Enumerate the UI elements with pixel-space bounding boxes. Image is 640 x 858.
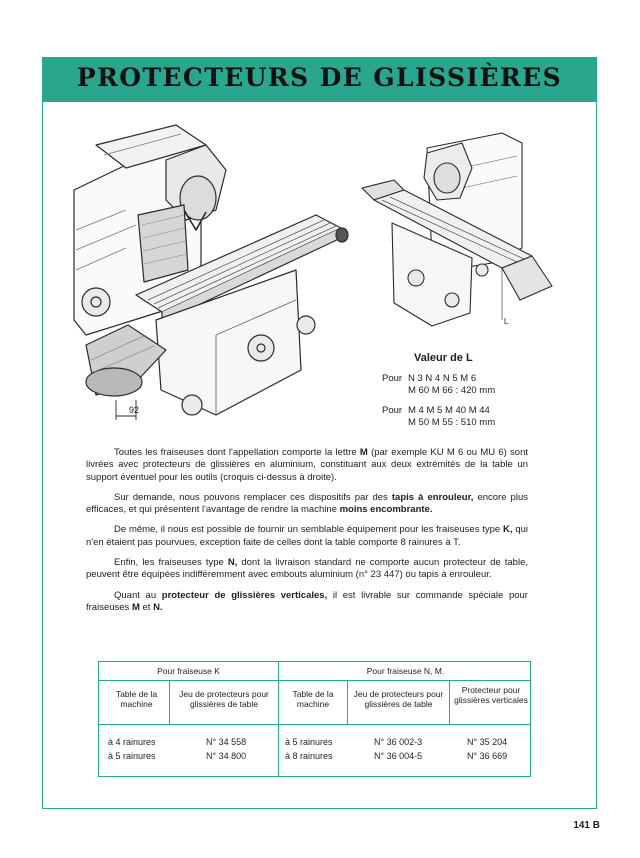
- valeur-group-2-row2: [382, 417, 602, 429]
- valeur-de-l-block: [382, 352, 602, 429]
- p4-text-1: Enfin, les fraiseuses type: [114, 557, 228, 569]
- p1-text-2: (par exemple KU M 6 ou MU 6) sont livrées avec protecteurs de glissières en aluminium, constituant aux deux extrémités de la table un support éventuel pour les outils (croquis ci-dessus à droite).: [86, 447, 528, 483]
- paragraph-3: [86, 524, 528, 549]
- row-2-k-jeu: N° 34 800: [206, 751, 247, 761]
- p5-text-1: Quant au: [114, 589, 162, 601]
- row-1-k-jeu: N° 34 558: [206, 737, 247, 747]
- body-text: [86, 447, 528, 622]
- paragraph-5: [86, 590, 528, 615]
- p5-bold-3: N.: [153, 601, 163, 613]
- valeur-group-1-label: Pour: [382, 373, 403, 384]
- valeur-indent: [382, 417, 408, 429]
- p5-text-2: il est livrable sur commande spéciale pour fraiseuses: [86, 589, 528, 613]
- p3-text-1: De même, il nous est possible de fournir un semblable équipement pour les fraiseuses type: [114, 524, 504, 536]
- parts-table: [98, 661, 531, 777]
- header-k-machine: Table de la machine: [115, 689, 158, 709]
- title-banner: [43, 58, 596, 102]
- valeur-group-1: [382, 373, 602, 385]
- valeur-group-2-label: Pour: [382, 405, 403, 416]
- p2-bold-1: tapis à enrouleur,: [391, 491, 474, 503]
- valeur-group-2-line2: M 50 M 55 : 510 mm: [408, 417, 496, 428]
- valeur-group-1-line1: N 3 N 4 N 5 M 6: [408, 373, 477, 384]
- p2-text-1: Sur demande, nous pouvons remplacer ces dispositifs par des: [114, 491, 392, 503]
- row-1-nm-vert: N° 35 204: [467, 737, 508, 747]
- valeur-group-2: [382, 405, 602, 417]
- row-1-nm-jeu: N° 36 002-3: [374, 737, 423, 747]
- row-2-nm-jeu: N° 36 004-5: [374, 751, 423, 761]
- paragraph-1: [86, 447, 528, 484]
- group-header-k: Pour fraiseuse K: [157, 666, 220, 676]
- header-nm-vert: Protecteur pour glissières verticales: [454, 685, 528, 705]
- valeur-group-1-line2: M 60 M 66 : 420 mm: [408, 385, 496, 396]
- p4-bold-1: N,: [227, 557, 238, 569]
- page-number: 141 B: [573, 820, 600, 831]
- group-header-nm: Pour fraiseuse N, M.: [366, 666, 445, 676]
- p2-text-2: encore plus efficaces, et qui présentent l'avantage de rendre la machine: [86, 491, 528, 516]
- row-1-nm-machine: à 5 rainures: [285, 737, 333, 747]
- table-divider-k: [169, 680, 170, 724]
- p5-text-3: et: [139, 601, 154, 613]
- table-divider-nm-2: [449, 680, 450, 724]
- table-divider-nm-1: [347, 680, 348, 724]
- page-title: PROTECTEURS DE GLISSIÈRES: [76, 63, 563, 92]
- table-divider-groups: [99, 680, 530, 681]
- valeur-group-2-line1: M 4 M 5 M 40 M 44: [408, 405, 490, 416]
- valeur-group-1-row2: [382, 385, 602, 397]
- p5-bold-2: M: [131, 601, 140, 613]
- row-2-nm-vert: N° 36 669: [467, 751, 508, 761]
- valeur-gap: [382, 397, 602, 405]
- p3-bold-1: K,: [503, 524, 513, 536]
- p4-text-2: dont la livraison standard ne comporte aucun protecteur de table, peuvent être équipées indifféremment avec embouts aluminium (n° 23 447) ou tapis à enrouleur.: [86, 557, 528, 581]
- p1-bold-1: M: [359, 447, 368, 458]
- p2-bold-2: moins encombrante.: [339, 504, 433, 516]
- paragraph-4: [86, 557, 528, 582]
- table-divider-header: [99, 724, 530, 725]
- dimension-label-l: L: [504, 317, 509, 326]
- header-k-jeu: Jeu de protecteurs pour glissières de table: [179, 689, 269, 709]
- paragraph-2: [86, 492, 528, 517]
- dimension-label-92: 92: [129, 405, 140, 415]
- p1-text-1: Toutes les fraiseuses dont l'appellation comporte la lettre: [114, 447, 360, 458]
- p3-text-2: qui n'en étaient pas pourvues, exception faite de celles dont la table comporte 8 rainures à T.: [86, 524, 528, 548]
- row-1-k-machine: à 4 rainures: [108, 737, 156, 747]
- valeur-indent: [382, 385, 408, 397]
- milling-machine-rollers-illustration: [66, 120, 366, 425]
- p5-bold-1: protecteur de glissières verticales,: [161, 589, 328, 601]
- milling-machine-aluminium-ends-illustration: [352, 128, 572, 328]
- valeur-title: Valeur de L: [414, 352, 473, 364]
- row-2-k-machine: à 5 rainures: [108, 751, 156, 761]
- row-2-nm-machine: à 8 rainures: [285, 751, 333, 761]
- header-nm-jeu: Jeu de protecteurs pour glissières de table: [353, 689, 444, 709]
- header-nm-machine: Table de la machine: [292, 689, 334, 709]
